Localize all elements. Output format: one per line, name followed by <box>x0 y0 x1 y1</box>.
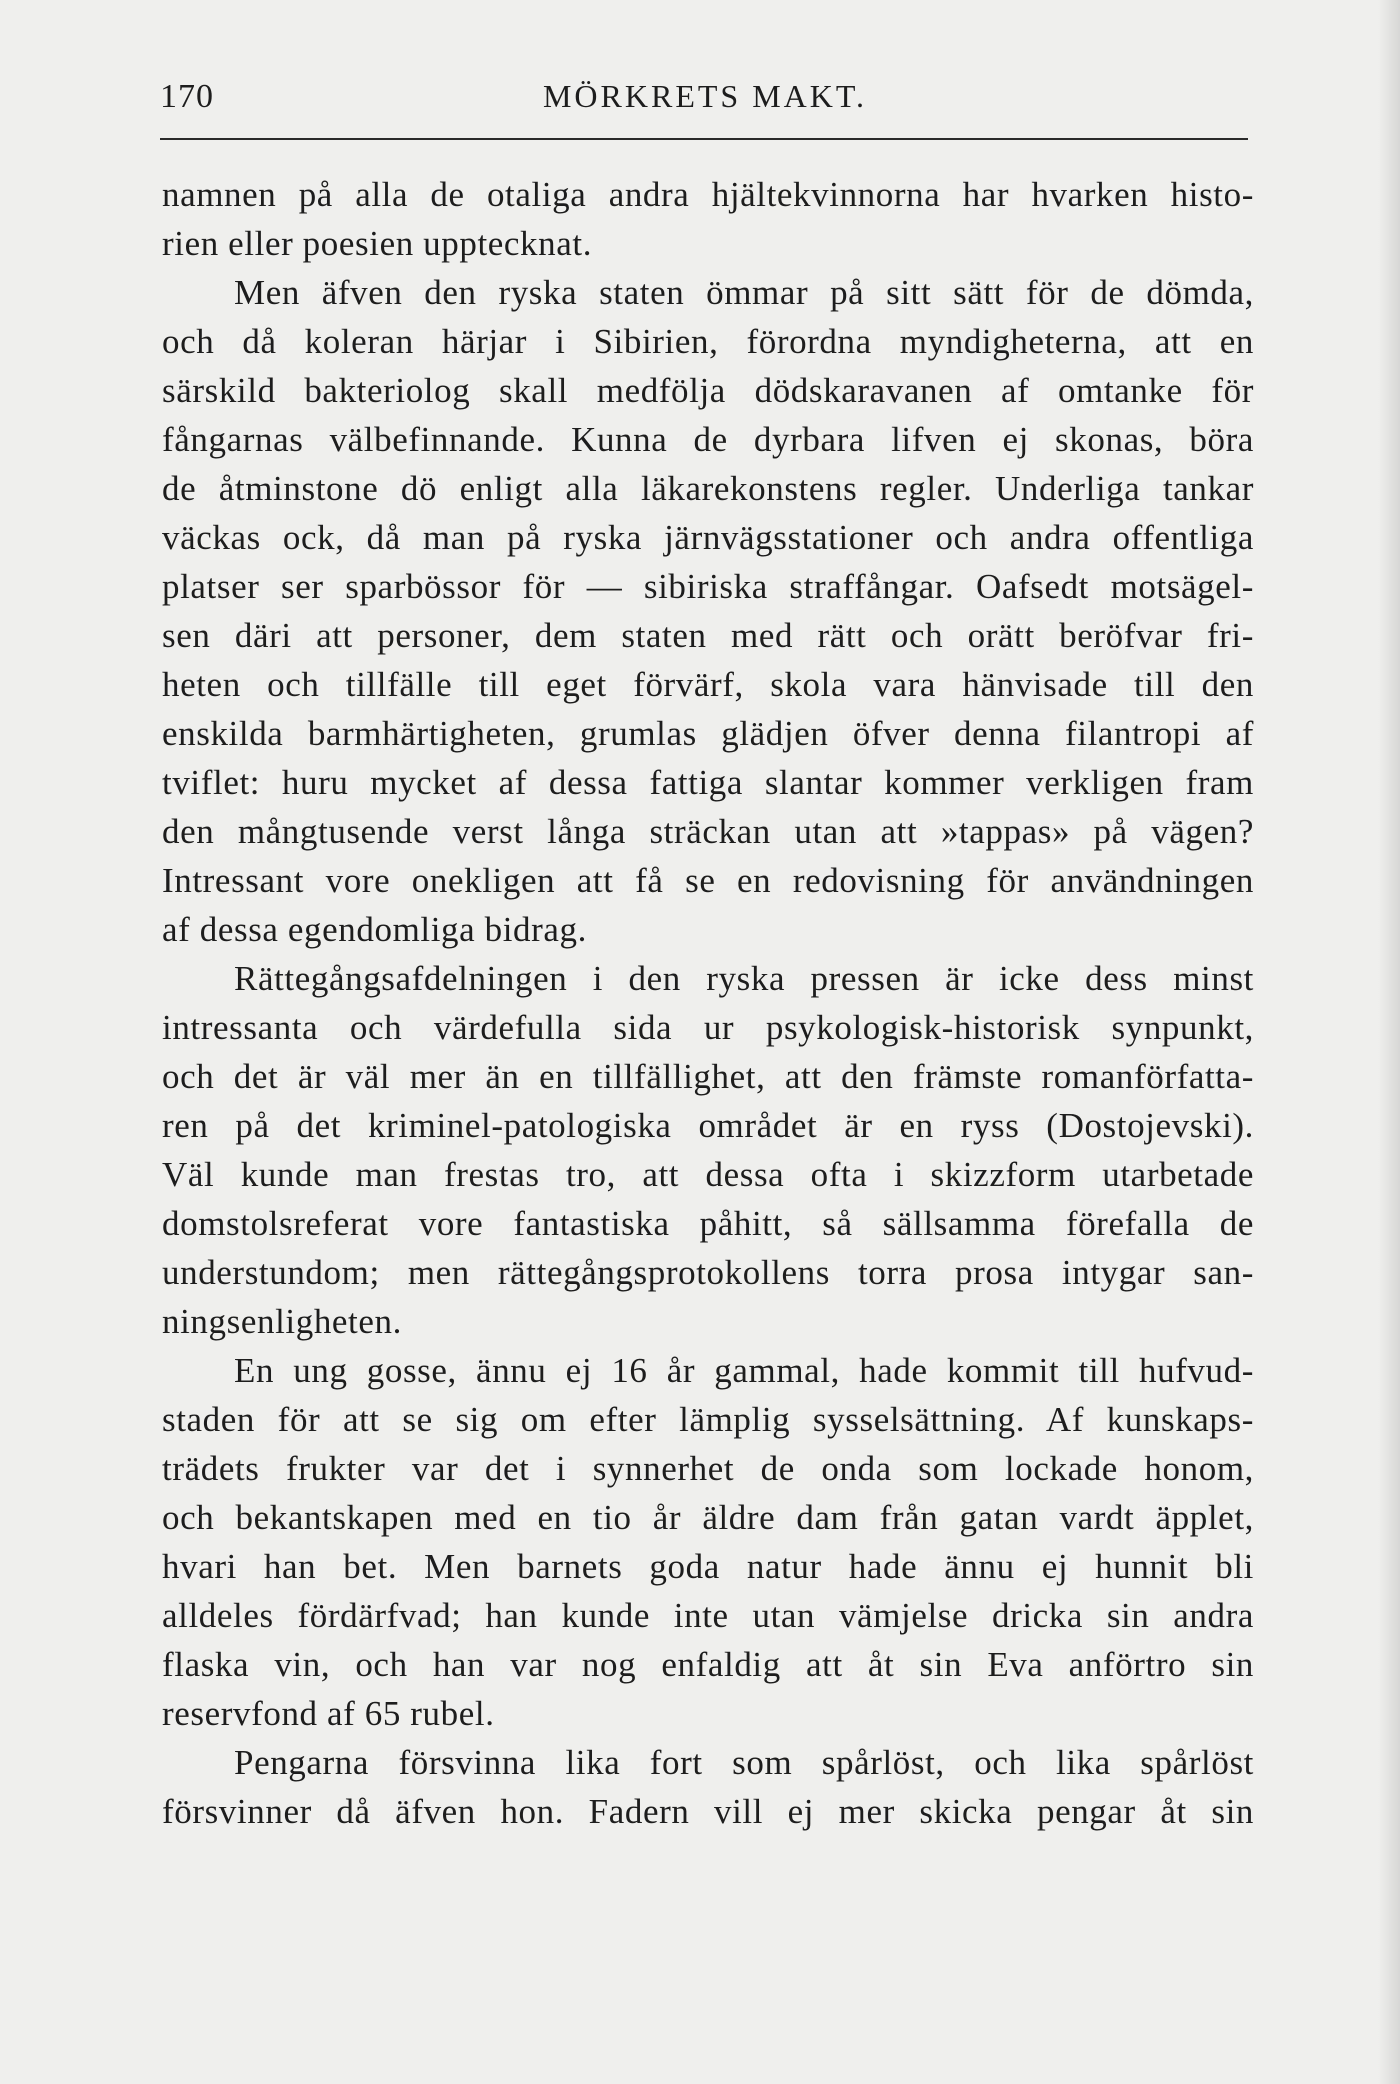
header-rule <box>160 138 1248 140</box>
text-line: understundom; men rättegångsprotokollens torra prosa intygar san- <box>162 1253 1254 1292</box>
running-head <box>160 78 1250 128</box>
text-line: ren på det kriminel-patologiska området är en ryss (Dostojevski). <box>162 1106 1254 1145</box>
paragraph <box>162 1346 1254 1738</box>
running-title: MÖRKRETS MAKT. <box>542 78 868 114</box>
text-line: platser ser sparbössor för — sibiriska straffångar. Oafsedt motsägel- <box>162 567 1254 606</box>
text-line: enskilda barmhärtigheten, grumlas glädjen öfver denna filantropi af <box>162 714 1254 753</box>
text-line: En ung gosse, ännu ej 16 år gammal, hade kommit till hufvud- <box>234 1351 1254 1390</box>
text-line: ningsenligheten. <box>162 1302 402 1341</box>
paragraph <box>162 170 1254 268</box>
text-line: hvari han bet. Men barnets goda natur hade ännu ej hunnit bli <box>162 1547 1254 1586</box>
text-line: Intressant vore onekligen att få se en redovisning för användningen <box>162 861 1254 900</box>
text-line: domstolsreferat vore fantastiska påhitt, så sällsamma förefalla de <box>162 1204 1254 1243</box>
text-line: fångarnas välbefinnande. Kunna de dyrbara lifven ej skonas, böra <box>162 420 1254 459</box>
text-line: försvinner då äfven hon. Fadern vill ej mer skicka pengar åt sin <box>162 1792 1254 1831</box>
text-line: och bekantskapen med en tio år äldre dam från gatan vardt äpplet, <box>162 1498 1254 1537</box>
page-edge-shadow <box>1378 0 1400 2084</box>
text-line: intressanta och värdefulla sida ur psykologisk-historisk synpunkt, <box>162 1008 1254 1047</box>
text-line: namnen på alla de otaliga andra hjältekvinnorna har hvarken histo- <box>162 175 1254 214</box>
text-line: särskild bakteriolog skall medfölja dödskaravanen af omtanke för <box>162 371 1254 410</box>
text-line: och då koleran härjar i Sibirien, förordna myndigheterna, att en <box>162 322 1254 361</box>
text-line: af dessa egendomliga bidrag. <box>162 910 587 949</box>
body-text <box>162 170 1254 1836</box>
text-line: tviflet: huru mycket af dessa fattiga slantar kommer verkligen fram <box>162 763 1254 802</box>
text-line: Pengarna försvinna lika fort som spårlöst, och lika spårlöst <box>234 1743 1254 1782</box>
text-line: staden för att se sig om efter lämplig sysselsättning. Af kunskaps- <box>162 1400 1254 1439</box>
page-number: 170 <box>160 78 214 115</box>
paragraph <box>162 1738 1254 1836</box>
text-line: rien eller poesien upptecknat. <box>162 224 593 263</box>
text-line: reservfond af 65 rubel. <box>162 1694 495 1733</box>
paragraph <box>162 268 1254 954</box>
text-line: heten och tillfälle till eget förvärf, skola vara hänvisade till den <box>162 665 1254 704</box>
text-line: och det är väl mer än en tillfällighet, att den främste romanförfatta- <box>162 1057 1254 1096</box>
text-line: alldeles fördärfvad; han kunde inte utan vämjelse dricka sin andra <box>162 1596 1254 1635</box>
text-line: sen däri att personer, dem staten med rätt och orätt beröfvar fri- <box>162 616 1254 655</box>
text-line: Rättegångsafdelningen i den ryska pressen är icke dess minst <box>234 959 1254 998</box>
text-line: Men äfven den ryska staten ömmar på sitt sätt för de dömda, <box>234 273 1254 312</box>
text-line: Väl kunde man frestas tro, att dessa ofta i skizzform utarbetade <box>162 1155 1254 1194</box>
text-line: den mångtusende verst långa sträckan utan att »tappas» på vägen? <box>162 812 1254 851</box>
paragraph <box>162 954 1254 1346</box>
text-line: de åtminstone dö enligt alla läkarekonstens regler. Underliga tankar <box>162 469 1254 508</box>
text-line: flaska vin, och han var nog enfaldig att åt sin Eva anförtro sin <box>162 1645 1254 1684</box>
text-line: trädets frukter var det i synnerhet de onda som lockade honom, <box>162 1449 1254 1488</box>
text-line: väckas ock, då man på ryska järnvägsstationer och andra offentliga <box>162 518 1254 557</box>
